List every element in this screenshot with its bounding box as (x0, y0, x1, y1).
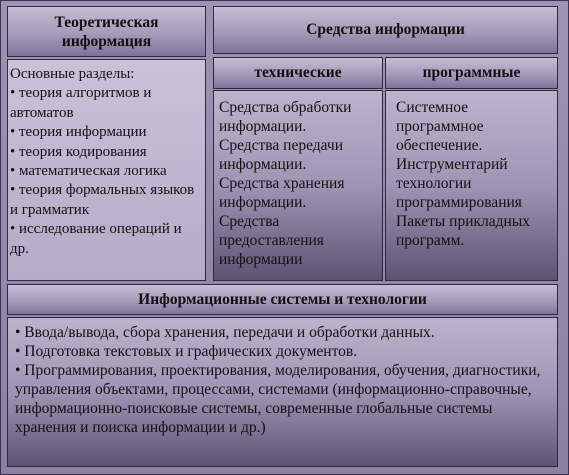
means-title: Средства информации (306, 21, 465, 38)
technical-title: технические (254, 64, 342, 81)
systems-title: Информационные системы и технологии (138, 290, 427, 308)
software-panel (385, 90, 558, 281)
systems-panel (7, 317, 558, 467)
software-header (385, 57, 558, 89)
systems-body: • Ввода/вывода, сбора хранения, передачи и обработки данных. • Подготовка текстовых и графических документов. • Программирования, проектирования, моделирования, обучения, диагностики, управления объектами, процессами, системами (информационно-справочные, информационно-поисковые системы, современные глобальные системы хранения и поиска информации и др.) (15, 324, 541, 436)
theory-body: Основные разделы: • теория алгоритмов и автоматов • теория информации • теория кодирования • математическая логика • теория формальных языков и грамматик • исследование операций и др. (10, 66, 195, 257)
theory-title: Теоретическая информация (54, 13, 159, 50)
theory-header (7, 6, 206, 57)
software-title: программные (422, 64, 521, 81)
software-body: Системное программное обеспечение. Инструментарий технологии программирования Пакеты прикладных программ. (396, 99, 530, 249)
technical-panel (213, 90, 383, 281)
means-header (213, 6, 558, 54)
technical-body: Средства обработки информации. Средства передачи информации. Средства хранения информации. Средства предоставления информации (219, 99, 352, 268)
technical-header (213, 57, 383, 89)
systems-header (7, 284, 558, 315)
theory-panel (7, 59, 206, 281)
